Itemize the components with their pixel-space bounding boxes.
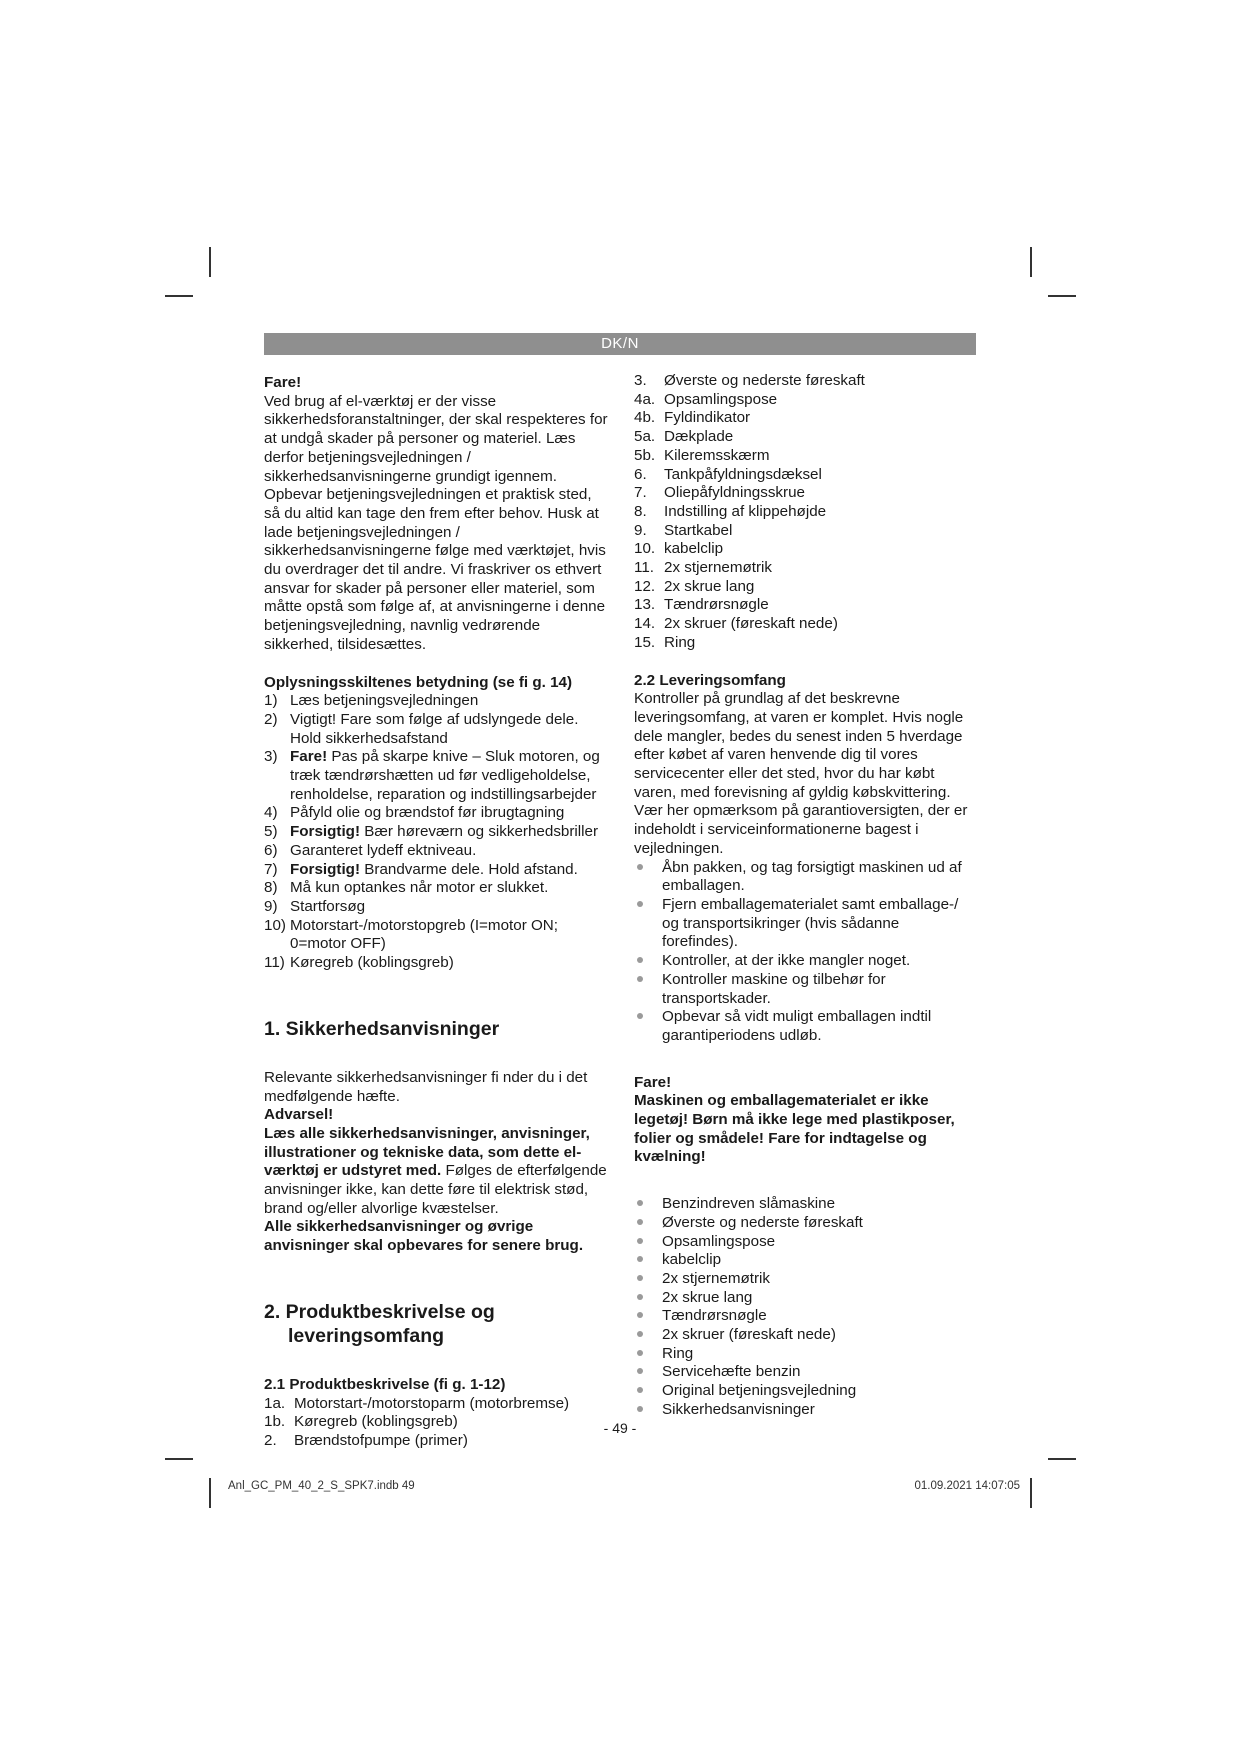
item-bold: Forsigtig! [290,860,361,878]
list-item [634,634,979,653]
item-rest: Brandvarme dele. Hold afstand. [360,860,578,878]
list-item [634,428,979,447]
list-item [634,615,979,634]
item-text [290,898,609,917]
crop-mark [165,295,193,297]
item-text: Startkabel [664,521,733,539]
item-rest: Må kun optankes når motor er slukket. [290,879,549,897]
list-item [264,954,609,973]
item-number: 12. [634,577,656,595]
item-number: 6. [634,465,647,483]
item-text: Motorstart-/motorstoparm (motorbremse) [294,1394,570,1412]
item-bold: Forsigtig! [290,823,361,841]
list-item: Servicehæfte benzin [634,1363,979,1382]
item-number: 5a. [634,428,656,446]
item-text: Ring [664,633,696,651]
footer-file: Anl_GC_PM_40_2_S_SPK7.indb 49 [228,1480,415,1492]
item-number: 8) [264,879,278,897]
item-number: 2) [264,710,278,728]
list-item [634,503,979,522]
item-number: 13. [634,596,656,614]
section-2-2-text: Kontroller på grundlag af det beskrevne leveringsomfang, at varen er komplet. Hvis nogle dele mangler, bedes du senest inden 5 hverdage efter købet af varen henvende dig til vores servicecenter eller det sted, hvor du har købt varen, med forevisning af gyldig købskvittering. Vær her opmærksom på garantioversigten, der er indeholdt i serviceinformationerne bagest i vejledningen. [634,690,968,857]
item-rest: Garanteret lydeff ektniveau. [290,841,477,859]
list-item [264,711,609,748]
item-number: 6) [264,841,278,859]
list-item [264,842,609,861]
item-text: Oliepåfyldningsskrue [664,484,805,502]
list-item: Opbevar så vidt muligt emballagen indtil garantiperiodens udløb. [634,1008,979,1045]
item-number: 11. [634,559,654,577]
section-1-heading: 1. Sikkerhedsanvisninger [264,1017,500,1040]
list-item [634,466,979,485]
item-number: 10) [264,916,286,934]
item-text: Øverste og nederste føreskaft [664,372,865,389]
item-number: 1b. [264,1413,286,1431]
item-rest: Startforsøg [290,897,366,915]
item-text: Brændstofpumpe (primer) [294,1431,468,1449]
list-item: Sikkerhedsanvisninger [634,1401,979,1420]
list-item: Original betjeningsvejledning [634,1382,979,1401]
item-text: Dækplade [664,428,734,446]
item-rest: Vigtigt! Fare som følge af udslyngede dele. Hold sikkerhedsafstand [290,710,579,747]
item-rest: Læs betjeningsvejledningen [290,692,479,710]
section-2-1-heading: 2.1 Produktbeskrivelse (fi g. 1-12) [264,1375,506,1393]
item-text: Tankpåfyldningsdæksel [664,465,822,483]
item-text [290,692,609,711]
list-item: Opsamlingspose [634,1233,979,1252]
item-bold: Fare! [290,748,328,766]
section-2-heading-line2: leveringsomfang [288,1324,445,1347]
danger-title-2: Fare! [634,1073,672,1091]
section-2-2-heading: 2.2 Leveringsomfang [634,671,786,689]
list-item: 2x stjernemøtrik [634,1270,979,1289]
list-item: Fjern emballagematerialet samt emballage-/ og transportsikringer (hvis sådanne forefindes). [634,896,979,952]
list-item [264,1432,609,1451]
warning-rest: Følges de efterfølgende anvisninger ikke, kan dette føre til elektrisk stød, brand og/eller alvorlige kvæstelser. [264,1162,607,1217]
list-item [264,917,609,954]
section-2-heading-line1: 2. Produktbeskrivelse og [264,1300,495,1323]
danger-text-2: Maskinen og emballagematerialet er ikke legetøj! Børn må ikke lege med plastikposer, folier og smådele! Fare for indtagelse og kvælning! [634,1092,955,1166]
signs-list [264,692,609,973]
danger-title: Fare! [264,374,302,391]
item-number: 3. [634,372,647,389]
list-item [264,823,609,842]
list-item [264,1395,609,1414]
item-rest: Bær høreværn og sikkerhedsbriller [360,823,599,841]
item-number: 9. [634,521,647,539]
crop-mark [1030,1478,1032,1508]
item-number: 9) [264,897,278,915]
item-rest: Køregreb (koblingsgreb) [290,954,454,972]
item-text: Kileremsskærm [664,446,770,464]
list-item [634,372,979,391]
item-number: 1a. [264,1394,286,1412]
warning-title: Advarsel! [264,1106,334,1124]
crop-mark [209,1478,211,1508]
list-item [634,447,979,466]
item-number: 14. [634,615,656,633]
list-item [264,692,609,711]
footer-timestamp: 01.09.2021 14:07:05 [914,1480,1020,1492]
item-number: 4b. [634,409,656,427]
section-2-heading [264,1300,609,1348]
list-item [264,804,609,823]
item-text: 2x skrue lang [664,577,755,595]
signs-heading: Oplysningsskiltenes betydning (se fi g. 14) [264,673,573,691]
list-item: Kontroller, at der ikke mangler noget. [634,952,979,971]
item-text [290,954,609,973]
item-number: 5) [264,823,278,841]
list-item: Åbn pakken, og tag forsigtigt maskinen ud af emballagen. [634,859,979,896]
item-text [290,823,609,842]
left-column [264,374,609,1451]
item-text [290,804,609,823]
item-text: Fyldindikator [664,409,751,427]
list-item [634,522,979,541]
item-number: 1) [264,692,278,710]
list-item [264,898,609,917]
item-number: 11) [264,954,285,972]
item-rest: Påfyld olie og brændstof før ibrugtagning [290,804,565,822]
crop-mark [1048,1458,1076,1460]
delivery-contents [634,1195,979,1419]
language-header: DK/N [264,333,976,355]
list-item: kabelclip [634,1251,979,1270]
item-text: 2x stjernemøtrik [664,559,773,577]
item-text [290,842,609,861]
item-rest: Motorstart-/motorstopgreb (I=motor ON; 0=motor OFF) [290,916,558,953]
list-item: Tændrørsnøgle [634,1307,979,1326]
page-number: - 49 - [603,1420,637,1436]
danger-text: Ved brug af el-værktøj er der visse sikkerhedsforanstaltninger, der skal respekteres for at undgå skader på personer og materiel. Læs derfor betjeningsvejledningen / sikkerhedsanvisningerne grundigt igennem. Opbevar betjeningsvejledningen et praktisk sted, så du altid kan tage den frem efter behov. Husk at lade betjeningsvejledningen / sikkerhedsanvisningerne følge med værktøjet, hvis du overdrager det til andre. Vi fraskriver os ethvert ansvar for skader på personer eller materiel, som måtte opstå som følge af, at anvisningerne i denne betjeningsvejledning, navnlig vedrørende sikkerhed, tilsidesættes. [264,392,608,653]
item-number: 10. [634,540,656,558]
list-item [634,484,979,503]
parts-list-right [634,372,979,653]
keep-instructions: Alle sikkerhedsanvisninger og øvrige anvisninger skal opbevares for senere brug. [264,1218,584,1255]
item-text [290,917,609,954]
item-text [290,879,609,898]
item-text: kabelclip [664,540,724,558]
section-1-intro: Relevante sikkerhedsanvisninger fi nder du i det medfølgende hæfte. [264,1068,588,1105]
item-number: 4) [264,804,278,822]
item-text: Køregreb (koblingsgreb) [294,1413,458,1431]
list-item [264,879,609,898]
crop-mark [165,1458,193,1460]
list-item: Benzindreven slåmaskine [634,1195,979,1214]
list-item: 2x skruer (føreskaft nede) [634,1326,979,1345]
item-text [290,861,609,880]
list-item [634,391,979,410]
item-number: 5b. [634,446,656,464]
item-text: Opsamlingspose [664,390,778,408]
right-column [634,372,979,1420]
list-item: Kontroller maskine og tilbehør for transportskader. [634,971,979,1008]
item-number: 3) [264,748,278,766]
list-item: 2x skrue lang [634,1289,979,1308]
list-item [634,559,979,578]
warning-bold: Læs alle sikkerhedsanvisninger, anvisninger, illustrationer og tekniske data, som dette el-værktøj er udstyret med. [264,1124,590,1180]
parts-list-left [264,1395,609,1451]
item-text: 2x skruer (føreskaft nede) [664,615,838,633]
warning-text [264,1125,609,1219]
item-text [290,748,609,804]
list-item [264,861,609,880]
item-text [290,711,609,748]
item-number: 8. [634,502,647,520]
item-text: Tændrørsnøgle [664,596,769,614]
list-item: Ring [634,1345,979,1364]
list-item [634,540,979,559]
item-number: 2. [264,1431,277,1449]
item-number: 7) [264,860,278,878]
item-number: 15. [634,633,656,651]
list-item [634,578,979,597]
list-item [634,409,979,428]
crop-mark [1048,295,1076,297]
item-number: 4a. [634,390,656,408]
list-item [264,748,609,804]
list-item [264,1413,609,1432]
item-rest: Pas på skarpe knive – Sluk motoren, og træk tændrørshætten ud før vedligeholdelse, renholdelse, reparation og indstillingsarbejder [290,748,600,803]
unpacking-steps [634,859,979,1046]
crop-mark [209,247,211,277]
crop-mark [1030,247,1032,277]
list-item: Øverste og nederste føreskaft [634,1214,979,1233]
item-number: 7. [634,484,647,502]
item-text: Indstilling af klippehøjde [664,502,827,520]
list-item [634,596,979,615]
